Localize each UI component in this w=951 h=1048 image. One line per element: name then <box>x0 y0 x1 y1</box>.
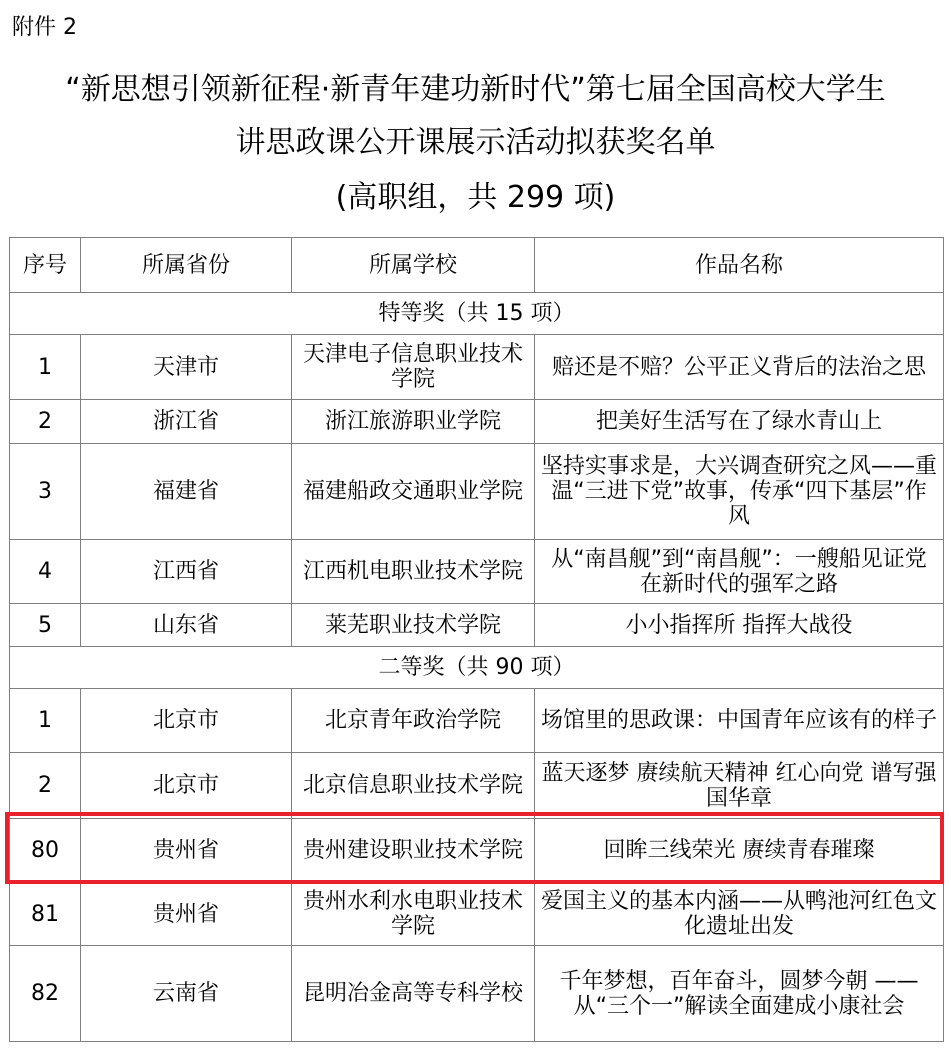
title-line-3: (高职组，共 299 项) <box>335 180 616 215</box>
table-row <box>10 604 944 647</box>
row-province: 贵州省 <box>81 883 292 946</box>
row-work: 坚持实事求是，大兴调查研究之风——重温“三进下党”故事，传承“四下基层”作风 <box>535 444 944 540</box>
column-header-school: 所属学校 <box>292 238 535 293</box>
row-number: 1 <box>10 689 81 753</box>
row-school: 贵州水利水电职业技术学院 <box>292 883 535 946</box>
row-school: 天津电子信息职业技术学院 <box>292 335 535 400</box>
row-province: 北京市 <box>81 753 292 819</box>
row-school: 北京信息职业技术学院 <box>292 753 535 819</box>
row-work: 回眸三线荣光 赓续青春璀璨 <box>535 819 944 883</box>
title-line-1: “新思想引领新征程·新青年建功新时代”第七届全国高校大学生 <box>65 72 886 107</box>
row-province: 天津市 <box>81 335 292 400</box>
row-school: 昆明冶金高等专科学校 <box>292 946 535 1042</box>
row-number: 80 <box>10 819 81 883</box>
section-row-second <box>10 647 944 689</box>
section-row-special <box>10 293 944 335</box>
row-work: 爱国主义的基本内涵——从鸭池河红色文化遗址出发 <box>535 883 944 946</box>
title-line-2: 讲思政课公开课展示活动拟获奖名单 <box>235 125 716 160</box>
row-school: 北京青年政治学院 <box>292 689 535 753</box>
award-table <box>9 237 944 1042</box>
column-header-province: 所属省份 <box>81 238 292 293</box>
row-work: 从“南昌舰”到“南昌舰”：一艘船见证党在新时代的强军之路 <box>535 540 944 604</box>
row-work: 把美好生活写在了绿水青山上 <box>535 400 944 444</box>
row-school: 福建船政交通职业学院 <box>292 444 535 540</box>
row-work: 赔还是不赔？公平正义背后的法治之思 <box>535 335 944 400</box>
row-province: 贵州省 <box>81 819 292 883</box>
table-row <box>10 335 944 400</box>
table-row <box>10 540 944 604</box>
row-number: 3 <box>10 444 81 540</box>
row-work: 千年梦想，百年奋斗，圆梦今朝 ——从“三个一”解读全面建成小康社会 <box>535 946 944 1042</box>
row-work: 场馆里的思政课：中国青年应该有的样子 <box>535 689 944 753</box>
table-row <box>10 400 944 444</box>
row-number: 1 <box>10 335 81 400</box>
row-work: 小小指挥所 指挥大战役 <box>535 604 944 647</box>
table-row <box>10 946 944 1042</box>
row-province: 云南省 <box>81 946 292 1042</box>
table-row <box>10 753 944 819</box>
attachment-label: 附件 2 <box>12 15 77 40</box>
row-school: 莱芜职业技术学院 <box>292 604 535 647</box>
row-number: 81 <box>10 883 81 946</box>
section-label: 二等奖（共 90 项） <box>10 647 944 689</box>
row-number: 4 <box>10 540 81 604</box>
row-school: 江西机电职业技术学院 <box>292 540 535 604</box>
table-row-highlighted <box>10 819 944 883</box>
row-number: 82 <box>10 946 81 1042</box>
table-row <box>10 444 944 540</box>
table-header-row <box>10 238 944 293</box>
row-province: 浙江省 <box>81 400 292 444</box>
row-province: 福建省 <box>81 444 292 540</box>
table-row <box>10 883 944 946</box>
row-province: 山东省 <box>81 604 292 647</box>
row-work: 蓝天逐梦 赓续航天精神 红心向党 谱写强国华章 <box>535 753 944 819</box>
row-number: 2 <box>10 753 81 819</box>
row-school: 贵州建设职业技术学院 <box>292 819 535 883</box>
column-header-number: 序号 <box>10 238 81 293</box>
row-province: 江西省 <box>81 540 292 604</box>
row-province: 北京市 <box>81 689 292 753</box>
table-row <box>10 689 944 753</box>
row-number: 2 <box>10 400 81 444</box>
column-header-work: 作品名称 <box>535 238 944 293</box>
row-school: 浙江旅游职业学院 <box>292 400 535 444</box>
row-number: 5 <box>10 604 81 647</box>
section-label: 特等奖（共 15 项） <box>10 293 944 335</box>
